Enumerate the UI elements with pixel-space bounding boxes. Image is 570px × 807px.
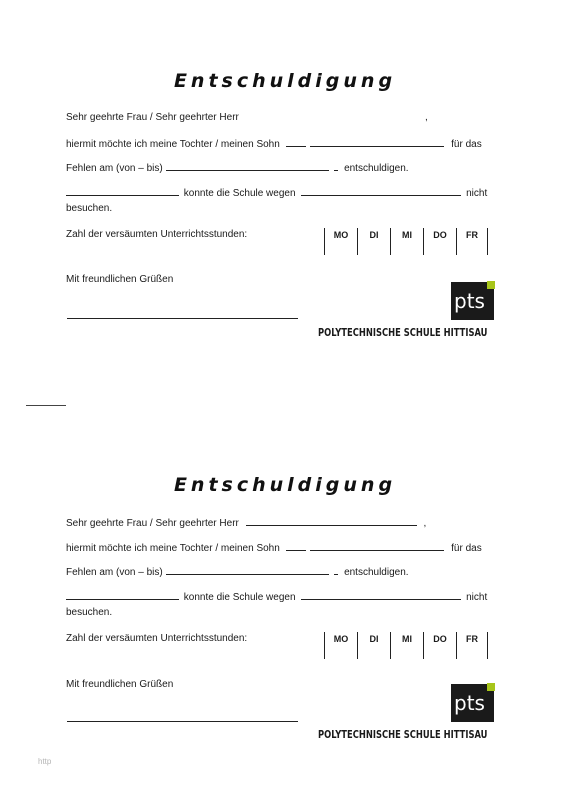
absence-blank-short[interactable] (334, 565, 338, 575)
subject-blank[interactable] (66, 186, 179, 196)
absence-line-end: entschuldigen. (344, 163, 409, 174)
logo-mark-text: pts (454, 691, 485, 715)
child-text: hiermit möchte ich meine Tochter / meinen Sohn (66, 543, 280, 554)
absence-line (66, 565, 409, 578)
salutation-name-blank[interactable] (246, 516, 417, 526)
cut-line (26, 405, 66, 406)
day-label: MI (402, 634, 412, 644)
day-label: MO (333, 634, 349, 644)
child-line (66, 541, 482, 554)
salutation-text: Sehr geehrte Frau / Sehr geehrter Herr (66, 112, 239, 123)
child-name-blank[interactable] (310, 541, 444, 551)
logo-mark-text: pts (454, 289, 485, 313)
salutation-comma: , (423, 518, 427, 529)
form-title: Entschuldigung (173, 474, 397, 496)
child-blank-short[interactable] (286, 137, 306, 147)
reason-blank[interactable] (301, 590, 461, 600)
day-label: MO (333, 230, 349, 240)
day-box-do[interactable] (424, 632, 457, 659)
salutation-comma: , (425, 112, 428, 123)
day-label: DI (369, 634, 379, 644)
reason-line-end: nicht (466, 592, 488, 603)
day-box-mo[interactable] (325, 228, 358, 255)
day-label: FR (466, 634, 478, 644)
child-line-end: für das (451, 139, 482, 150)
reason-text: konnte die Schule wegen (183, 592, 296, 603)
missed-hours-label: Zahl der versäumten Unterrichtsstunden: (66, 633, 248, 644)
school-name: POLYTECHNISCHE SCHULE HITTISAU (318, 728, 488, 741)
reason-text: konnte die Schule wegen (183, 188, 296, 199)
day-label: FR (466, 230, 478, 240)
salutation-line (66, 112, 428, 123)
day-box-mi[interactable] (391, 228, 424, 255)
child-name-blank[interactable] (310, 137, 444, 147)
logo-accent-square (487, 281, 495, 289)
absence-blank-short[interactable] (334, 161, 338, 171)
day-label: MI (402, 230, 412, 240)
day-box-do[interactable] (424, 228, 457, 255)
day-box-di[interactable] (358, 228, 391, 255)
school-name: POLYTECHNISCHE SCHULE HITTISAU (318, 326, 488, 339)
missed-hours-label: Zahl der versäumten Unterrichtsstunden: (66, 229, 248, 240)
child-text: hiermit möchte ich meine Tochter / meinen Sohn (66, 139, 280, 150)
day-label: DO (433, 230, 447, 240)
day-box-di[interactable] (358, 632, 391, 659)
absence-dates-blank[interactable] (166, 161, 329, 171)
reason-line (66, 186, 487, 199)
child-line-end: für das (451, 543, 482, 554)
reason-blank[interactable] (301, 186, 461, 196)
absence-text: Fehlen am (von – bis) (66, 163, 163, 174)
day-label: DO (433, 634, 447, 644)
absence-dates-blank[interactable] (166, 565, 329, 575)
pts-logo (451, 684, 494, 722)
excuse-form-top (0, 66, 570, 366)
visit-line: besuchen. (66, 607, 113, 618)
absence-text: Fehlen am (von – bis) (66, 567, 163, 578)
day-box-mi[interactable] (391, 632, 424, 659)
salutation-text: Sehr geehrte Frau / Sehr geehrter Herr (66, 518, 239, 529)
day-box-mo[interactable] (325, 632, 358, 659)
salutation-line (66, 516, 426, 529)
reason-line (66, 590, 487, 603)
logo-accent-square (487, 683, 495, 691)
signature-line[interactable] (67, 721, 298, 722)
excuse-form-bottom (0, 470, 570, 770)
absence-line (66, 161, 409, 174)
signature-line[interactable] (67, 318, 298, 319)
weekday-boxes (324, 228, 488, 255)
child-blank-short[interactable] (286, 541, 306, 551)
day-label: DI (369, 230, 379, 240)
reason-line-end: nicht (466, 188, 488, 199)
day-box-fr[interactable] (457, 632, 488, 659)
closing-text: Mit freundlichen Grüßen (66, 274, 174, 285)
form-title: Entschuldigung (173, 70, 397, 92)
weekday-boxes (324, 632, 488, 659)
subject-blank[interactable] (66, 590, 179, 600)
day-box-fr[interactable] (457, 228, 488, 255)
child-line (66, 137, 482, 150)
absence-line-end: entschuldigen. (344, 567, 409, 578)
visit-line: besuchen. (66, 203, 113, 214)
watermark: http (38, 757, 52, 766)
pts-logo (451, 282, 494, 320)
closing-text: Mit freundlichen Grüßen (66, 679, 174, 690)
